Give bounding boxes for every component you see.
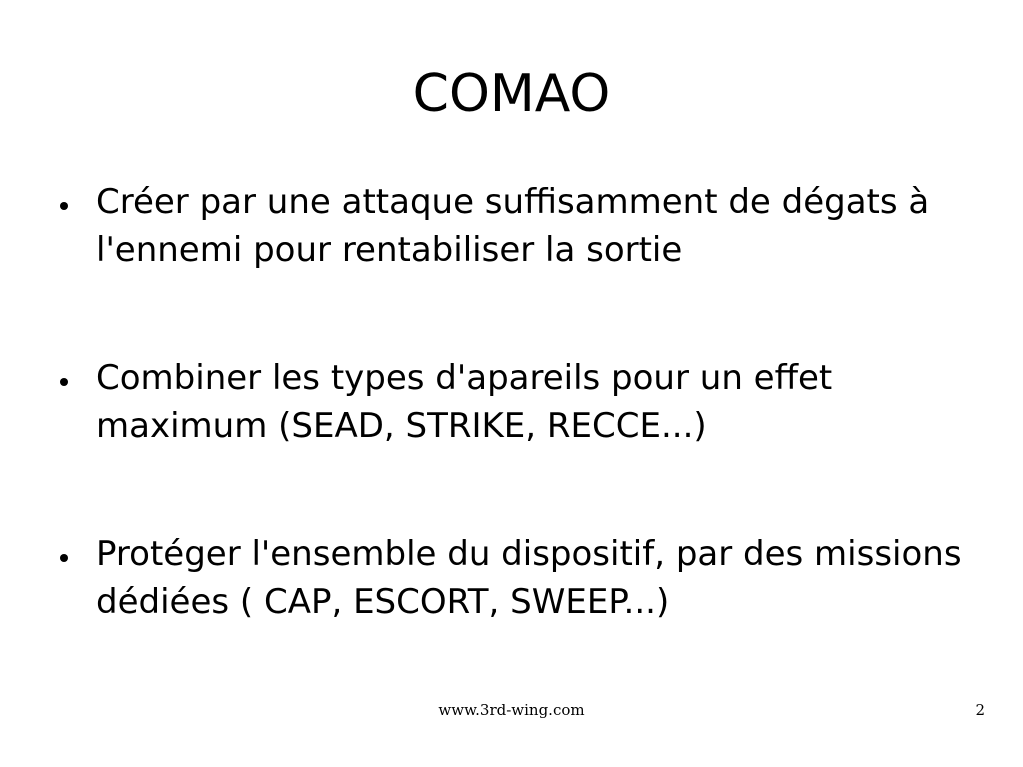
bullet-dot-icon (60, 378, 68, 386)
bullet-text: Protéger l'ensemble du dispositif, par des missions dédiées ( CAP, ESCORT, SWEEP...) (96, 534, 962, 622)
slide-title: COMAO (412, 64, 611, 124)
bullet-item (60, 530, 980, 626)
bullet-text: Créer par une attaque suffisamment de dégats à l'ennemi pour rentabiliser la sortie (96, 182, 930, 270)
bullet-list (60, 178, 980, 706)
page-number: 2 (975, 701, 985, 719)
bullet-item (60, 178, 980, 274)
bullet-dot-icon (60, 554, 68, 562)
bullet-dot-icon (60, 202, 68, 210)
footer-url: www.3rd-wing.com (438, 701, 585, 719)
bullet-item (60, 354, 980, 450)
bullet-text: Combiner les types d'apareils pour un effet maximum (SEAD, STRIKE, RECCE...) (96, 358, 833, 446)
